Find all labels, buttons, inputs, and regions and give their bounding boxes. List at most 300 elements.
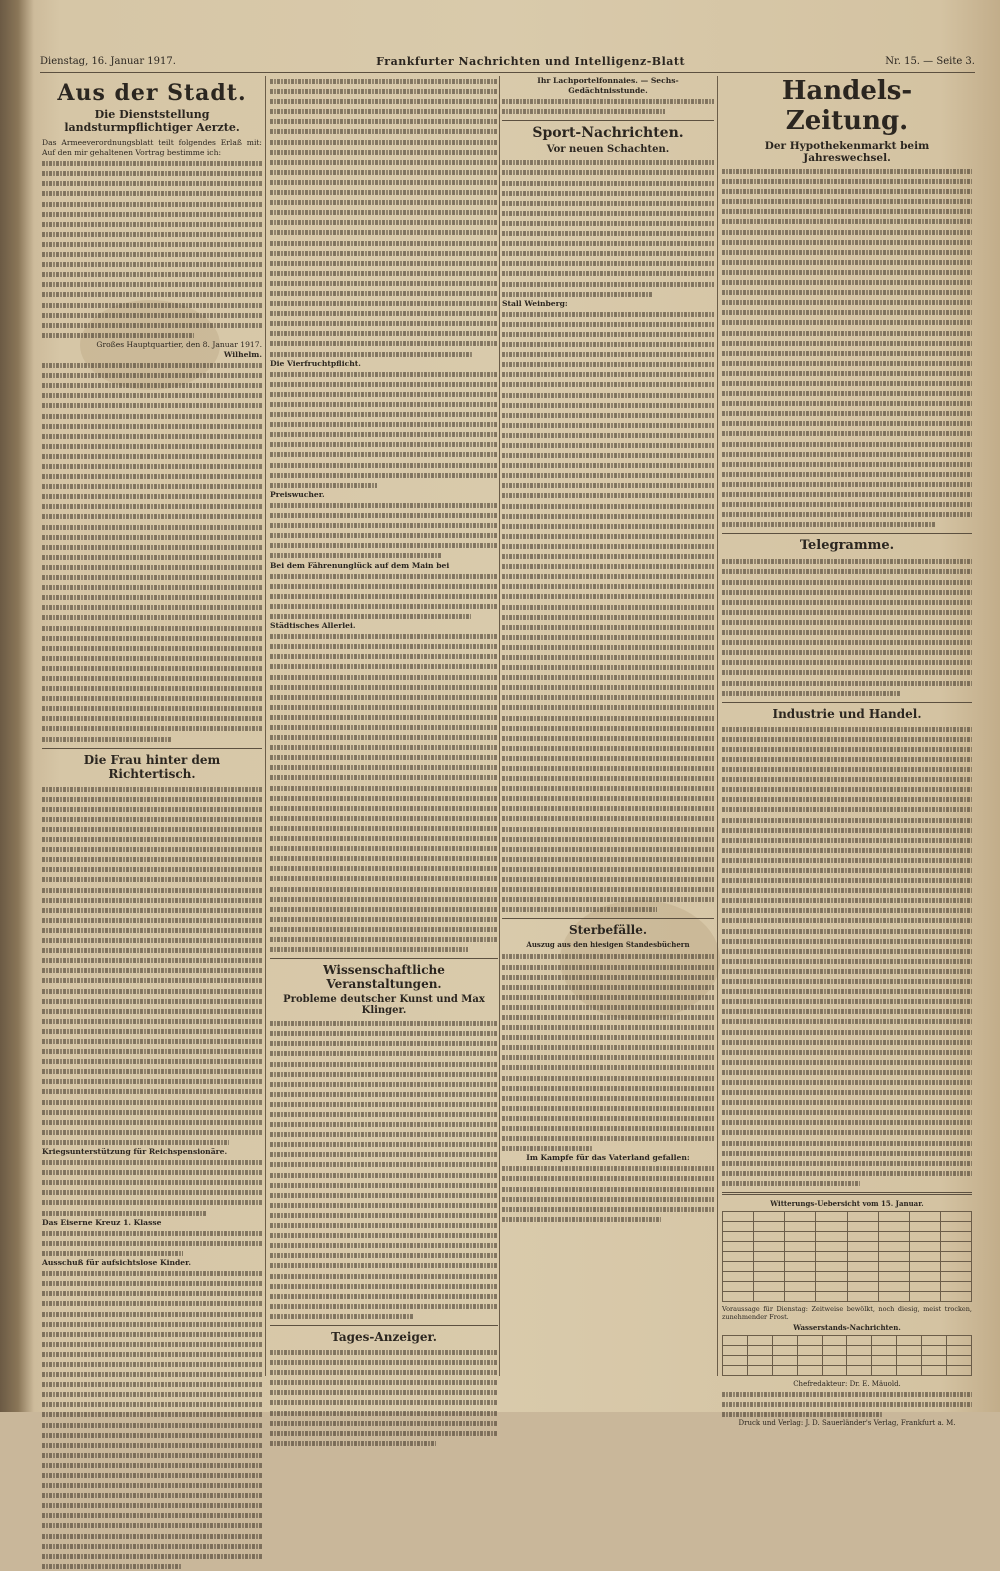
text-line	[502, 440, 714, 450]
text-line	[270, 591, 498, 601]
table-cell	[816, 1222, 847, 1232]
table-cell	[772, 1366, 797, 1376]
table-cell	[822, 1366, 847, 1376]
text-line	[42, 905, 262, 915]
text-line	[270, 1180, 498, 1190]
table-cell	[822, 1356, 847, 1366]
table-cell	[816, 1232, 847, 1242]
text-line	[270, 682, 498, 692]
table-cell	[909, 1242, 940, 1252]
table-cell	[785, 1232, 816, 1242]
text-line	[42, 1369, 262, 1379]
text-line	[722, 627, 972, 637]
table-cell	[754, 1262, 785, 1272]
text-line	[270, 772, 498, 782]
text-line	[270, 1220, 498, 1230]
text-line	[722, 764, 972, 774]
text-line	[42, 965, 262, 975]
imprint	[722, 1380, 972, 1428]
text-line	[502, 188, 714, 198]
text-line	[270, 338, 498, 348]
table-cell	[772, 1356, 797, 1366]
text-line	[502, 793, 714, 803]
water-level-table	[722, 1335, 972, 1376]
text-line	[270, 894, 498, 904]
text-line	[270, 783, 498, 793]
text-line	[270, 601, 498, 611]
text-line	[722, 1409, 882, 1419]
article-headline: Die Dienststellung landsturmpflichtiger Aerzte.	[64, 108, 240, 134]
text-line	[502, 1042, 714, 1052]
text-line	[270, 520, 498, 530]
weather-table	[722, 1211, 972, 1302]
text-line	[270, 76, 498, 86]
text-line	[502, 1214, 661, 1224]
table-cell	[878, 1222, 909, 1232]
text-line	[42, 1409, 262, 1419]
table-row	[723, 1242, 972, 1252]
text-line	[502, 319, 714, 329]
table-cell	[909, 1292, 940, 1302]
text-line	[42, 1097, 262, 1107]
text-line	[502, 521, 714, 531]
text-line	[270, 288, 498, 298]
text-line	[270, 1159, 498, 1169]
table-cell	[847, 1292, 878, 1302]
text-line	[42, 1288, 262, 1298]
text-line	[502, 1103, 714, 1113]
text-line	[722, 1047, 972, 1057]
text-line	[42, 653, 262, 663]
table-cell	[940, 1262, 971, 1272]
text-line	[722, 607, 972, 617]
text-line	[722, 966, 972, 976]
text-line	[270, 853, 498, 863]
text-line	[722, 875, 972, 885]
text-line	[722, 287, 972, 297]
table-cell	[754, 1222, 785, 1232]
table-cell	[754, 1242, 785, 1252]
text-line	[270, 1428, 498, 1438]
text-line	[270, 1210, 498, 1220]
table-cell	[816, 1272, 847, 1282]
table-cell	[897, 1336, 922, 1346]
table-cell	[785, 1272, 816, 1282]
text-line	[42, 562, 262, 572]
text-line	[42, 400, 262, 410]
table-cell	[940, 1242, 971, 1252]
table-cell	[754, 1272, 785, 1282]
text-line	[502, 844, 714, 854]
table-cell	[872, 1366, 897, 1376]
text-line	[42, 633, 262, 643]
table-cell	[909, 1222, 940, 1232]
text-line	[270, 672, 498, 682]
divider	[502, 120, 714, 121]
text-line	[42, 663, 262, 673]
text-line	[722, 946, 972, 956]
table-cell	[947, 1366, 972, 1376]
text-line	[270, 217, 498, 227]
text-line	[270, 530, 498, 540]
article-lead: Bei dem Fährenunglück auf dem Main bei	[270, 560, 450, 570]
text-line	[502, 992, 714, 1002]
table-cell	[940, 1252, 971, 1262]
divider	[722, 1192, 972, 1195]
text-line	[502, 157, 714, 167]
text-line	[722, 577, 972, 587]
text-line	[270, 863, 498, 873]
article-text	[270, 369, 498, 490]
table-cell	[772, 1336, 797, 1346]
table-row	[723, 1252, 972, 1262]
text-line	[270, 722, 498, 732]
text-line	[502, 400, 714, 410]
text-line	[42, 1450, 262, 1460]
text-line	[42, 1208, 207, 1218]
text-line	[270, 248, 498, 258]
text-line	[42, 330, 194, 340]
signature: Wilhelm.	[223, 349, 262, 359]
text-line	[502, 1022, 714, 1032]
article-text	[42, 784, 262, 1147]
text-line	[270, 1347, 498, 1357]
text-line	[42, 804, 262, 814]
text-line	[270, 1260, 498, 1270]
column-rule	[499, 76, 500, 1376]
text-line	[270, 1357, 498, 1367]
table-cell	[878, 1282, 909, 1292]
table-cell	[947, 1346, 972, 1356]
table-cell	[816, 1242, 847, 1252]
text-line	[42, 1137, 229, 1147]
text-line	[42, 915, 262, 925]
table-cell	[797, 1366, 822, 1376]
text-line	[42, 532, 262, 542]
text-line	[270, 460, 498, 470]
article-headline: Der Hypothekenmarkt beim Jahreswechsel.	[764, 140, 930, 164]
text-line	[502, 602, 714, 612]
article-text	[502, 96, 714, 116]
text-line	[502, 167, 714, 177]
text-line	[722, 247, 972, 257]
text-line	[42, 360, 262, 370]
text-line	[42, 854, 262, 864]
table-cell	[747, 1346, 772, 1356]
text-line	[502, 743, 714, 753]
text-line	[722, 489, 972, 499]
text-line	[722, 804, 972, 814]
text-line	[270, 611, 471, 621]
table-cell	[822, 1336, 847, 1346]
text-line	[722, 1077, 972, 1087]
table-cell	[785, 1262, 816, 1272]
text-line	[722, 439, 972, 449]
text-line	[42, 320, 262, 330]
text-line	[42, 1440, 262, 1450]
text-line	[42, 925, 262, 935]
text-line	[42, 1026, 262, 1036]
text-line	[270, 480, 377, 490]
table-cell	[785, 1212, 816, 1222]
text-line	[42, 209, 262, 219]
text-line	[42, 461, 262, 471]
text-line	[42, 713, 262, 723]
text-line	[42, 673, 262, 683]
text-line	[42, 370, 262, 380]
table-cell	[847, 1356, 872, 1366]
text-line	[42, 996, 262, 1006]
article-text	[270, 571, 498, 621]
text-line	[42, 471, 262, 481]
text-line	[502, 982, 714, 992]
table-row	[723, 1346, 972, 1356]
text-line	[722, 317, 972, 327]
text-line	[722, 479, 972, 489]
text-line	[270, 278, 498, 288]
text-line	[270, 803, 498, 813]
table-cell	[847, 1366, 872, 1376]
text-line	[270, 1170, 498, 1180]
table-cell	[872, 1336, 897, 1346]
text-line	[270, 379, 498, 389]
text-line	[722, 986, 972, 996]
text-line	[722, 1117, 972, 1127]
table-cell	[723, 1282, 754, 1292]
text-line	[42, 1238, 262, 1248]
text-line	[270, 1190, 498, 1200]
text-line	[270, 702, 498, 712]
article-text	[42, 1268, 262, 1571]
article-text	[270, 1347, 498, 1448]
text-line	[270, 137, 498, 147]
table-cell	[922, 1366, 947, 1376]
table-cell	[723, 1272, 754, 1282]
text-line	[722, 338, 972, 348]
table-cell	[723, 1232, 754, 1242]
text-line	[502, 713, 714, 723]
text-line	[42, 1480, 262, 1490]
text-line	[722, 1127, 972, 1137]
text-line	[722, 825, 972, 835]
article-text	[42, 360, 262, 744]
text-line	[270, 1240, 498, 1250]
text-line	[722, 297, 972, 307]
text-line	[502, 561, 714, 571]
text-line	[502, 672, 714, 682]
text-line	[42, 158, 262, 168]
text-line	[502, 1133, 714, 1143]
text-line	[42, 602, 262, 612]
text-line	[502, 379, 714, 389]
text-line	[270, 752, 498, 762]
text-line	[502, 692, 714, 702]
section-title: Sport-Nachrichten.	[532, 125, 684, 142]
text-line	[270, 1291, 498, 1301]
text-line	[722, 855, 972, 865]
table-cell	[878, 1252, 909, 1262]
article-text	[42, 1157, 262, 1218]
page-header	[40, 50, 975, 73]
text-line	[502, 359, 714, 369]
text-line	[42, 683, 262, 693]
text-line	[270, 1271, 498, 1281]
text-line	[722, 1037, 972, 1047]
text-line	[722, 1006, 972, 1016]
text-line	[502, 531, 714, 541]
text-line	[270, 470, 498, 480]
text-line	[42, 1187, 262, 1197]
text-line	[502, 511, 714, 521]
text-line	[502, 894, 714, 904]
text-line	[42, 1066, 262, 1076]
text-line	[270, 439, 498, 449]
table-cell	[847, 1336, 872, 1346]
text-line	[270, 197, 498, 207]
table-cell	[847, 1272, 878, 1282]
table-cell	[723, 1252, 754, 1262]
text-line	[42, 269, 262, 279]
text-line	[42, 1076, 262, 1086]
table-row	[723, 1262, 972, 1272]
table-cell	[816, 1282, 847, 1292]
section-title: Handels-Zeitung.	[781, 76, 913, 136]
text-line	[502, 228, 714, 238]
text-line	[270, 873, 498, 883]
text-line	[722, 348, 972, 358]
article-headline: Vor neuen Schachten.	[546, 144, 670, 156]
table-cell	[754, 1212, 785, 1222]
text-line	[42, 501, 262, 511]
table-cell	[940, 1272, 971, 1282]
text-line	[722, 1107, 972, 1117]
text-line	[502, 783, 714, 793]
table-cell	[847, 1242, 878, 1252]
text-line	[42, 693, 262, 703]
text-line	[270, 510, 498, 520]
text-line	[42, 1460, 262, 1470]
text-line	[722, 1148, 972, 1158]
text-line	[502, 1123, 714, 1133]
text-line	[42, 1167, 262, 1177]
text-line	[42, 1177, 262, 1187]
text-line	[502, 218, 714, 228]
text-line	[502, 813, 714, 823]
text-line	[722, 895, 972, 905]
text-line	[270, 298, 498, 308]
text-line	[722, 237, 972, 247]
text-line	[42, 249, 262, 259]
text-line	[502, 178, 714, 188]
column-business	[722, 76, 972, 1428]
text-line	[270, 147, 498, 157]
text-line	[270, 1089, 498, 1099]
table-cell	[909, 1232, 940, 1242]
table-row	[723, 1212, 972, 1222]
table-cell	[940, 1232, 971, 1242]
text-line	[42, 734, 172, 744]
text-line	[502, 390, 714, 400]
table-row	[723, 1222, 972, 1232]
text-line	[502, 581, 714, 591]
text-line	[502, 591, 714, 601]
text-line	[722, 1158, 972, 1168]
text-line	[502, 1163, 714, 1173]
text-line	[42, 1349, 262, 1359]
text-line	[502, 1113, 714, 1123]
text-line	[722, 587, 972, 597]
text-line	[502, 208, 714, 218]
text-line	[270, 449, 498, 459]
article-text	[42, 1228, 262, 1258]
table-cell	[878, 1262, 909, 1272]
text-line	[502, 612, 714, 622]
text-line	[502, 962, 714, 972]
text-line	[722, 845, 972, 855]
text-line	[270, 1119, 498, 1129]
article-lead: Preiswucher.	[270, 489, 325, 499]
text-line	[270, 1129, 498, 1139]
text-line	[42, 935, 262, 945]
text-line	[270, 540, 498, 550]
text-line	[722, 328, 972, 338]
text-line	[502, 874, 714, 884]
text-line	[270, 1059, 498, 1069]
text-line	[270, 762, 498, 772]
text-line	[42, 895, 262, 905]
text-line	[270, 934, 498, 944]
text-line	[42, 239, 262, 249]
text-line	[722, 647, 972, 657]
text-line	[270, 1048, 498, 1058]
text-line	[270, 227, 498, 237]
text-line	[502, 1194, 714, 1204]
table-cell	[747, 1336, 772, 1346]
text-line	[42, 390, 262, 400]
imprint-line: Chefredakteur: Dr. E. Mäuold.	[793, 1380, 901, 1388]
water-level-title: Wasserstands-Nachrichten.	[793, 1323, 901, 1332]
table-cell	[772, 1346, 797, 1356]
text-line	[42, 1086, 262, 1096]
text-line	[502, 884, 714, 894]
text-line	[42, 1510, 262, 1520]
text-line	[42, 168, 262, 178]
article-lead: Die Vierfruchtpflicht.	[270, 358, 361, 368]
table-cell	[723, 1292, 754, 1302]
table-cell	[723, 1356, 748, 1366]
text-line	[270, 258, 498, 268]
text-line	[42, 411, 262, 421]
text-line	[722, 724, 972, 734]
article-text	[270, 76, 498, 359]
text-line	[270, 116, 498, 126]
text-line	[722, 186, 972, 196]
divider	[270, 1325, 498, 1326]
text-line	[502, 854, 714, 864]
table-cell	[847, 1222, 878, 1232]
text-line	[722, 277, 972, 287]
text-line	[42, 451, 262, 461]
table-row	[723, 1282, 972, 1292]
text-line	[42, 421, 262, 431]
article-text	[270, 500, 498, 561]
text-line	[42, 643, 262, 653]
text-line	[502, 480, 714, 490]
text-line	[42, 310, 262, 320]
text-line	[722, 784, 972, 794]
text-line	[502, 460, 714, 470]
text-line	[502, 1002, 714, 1012]
